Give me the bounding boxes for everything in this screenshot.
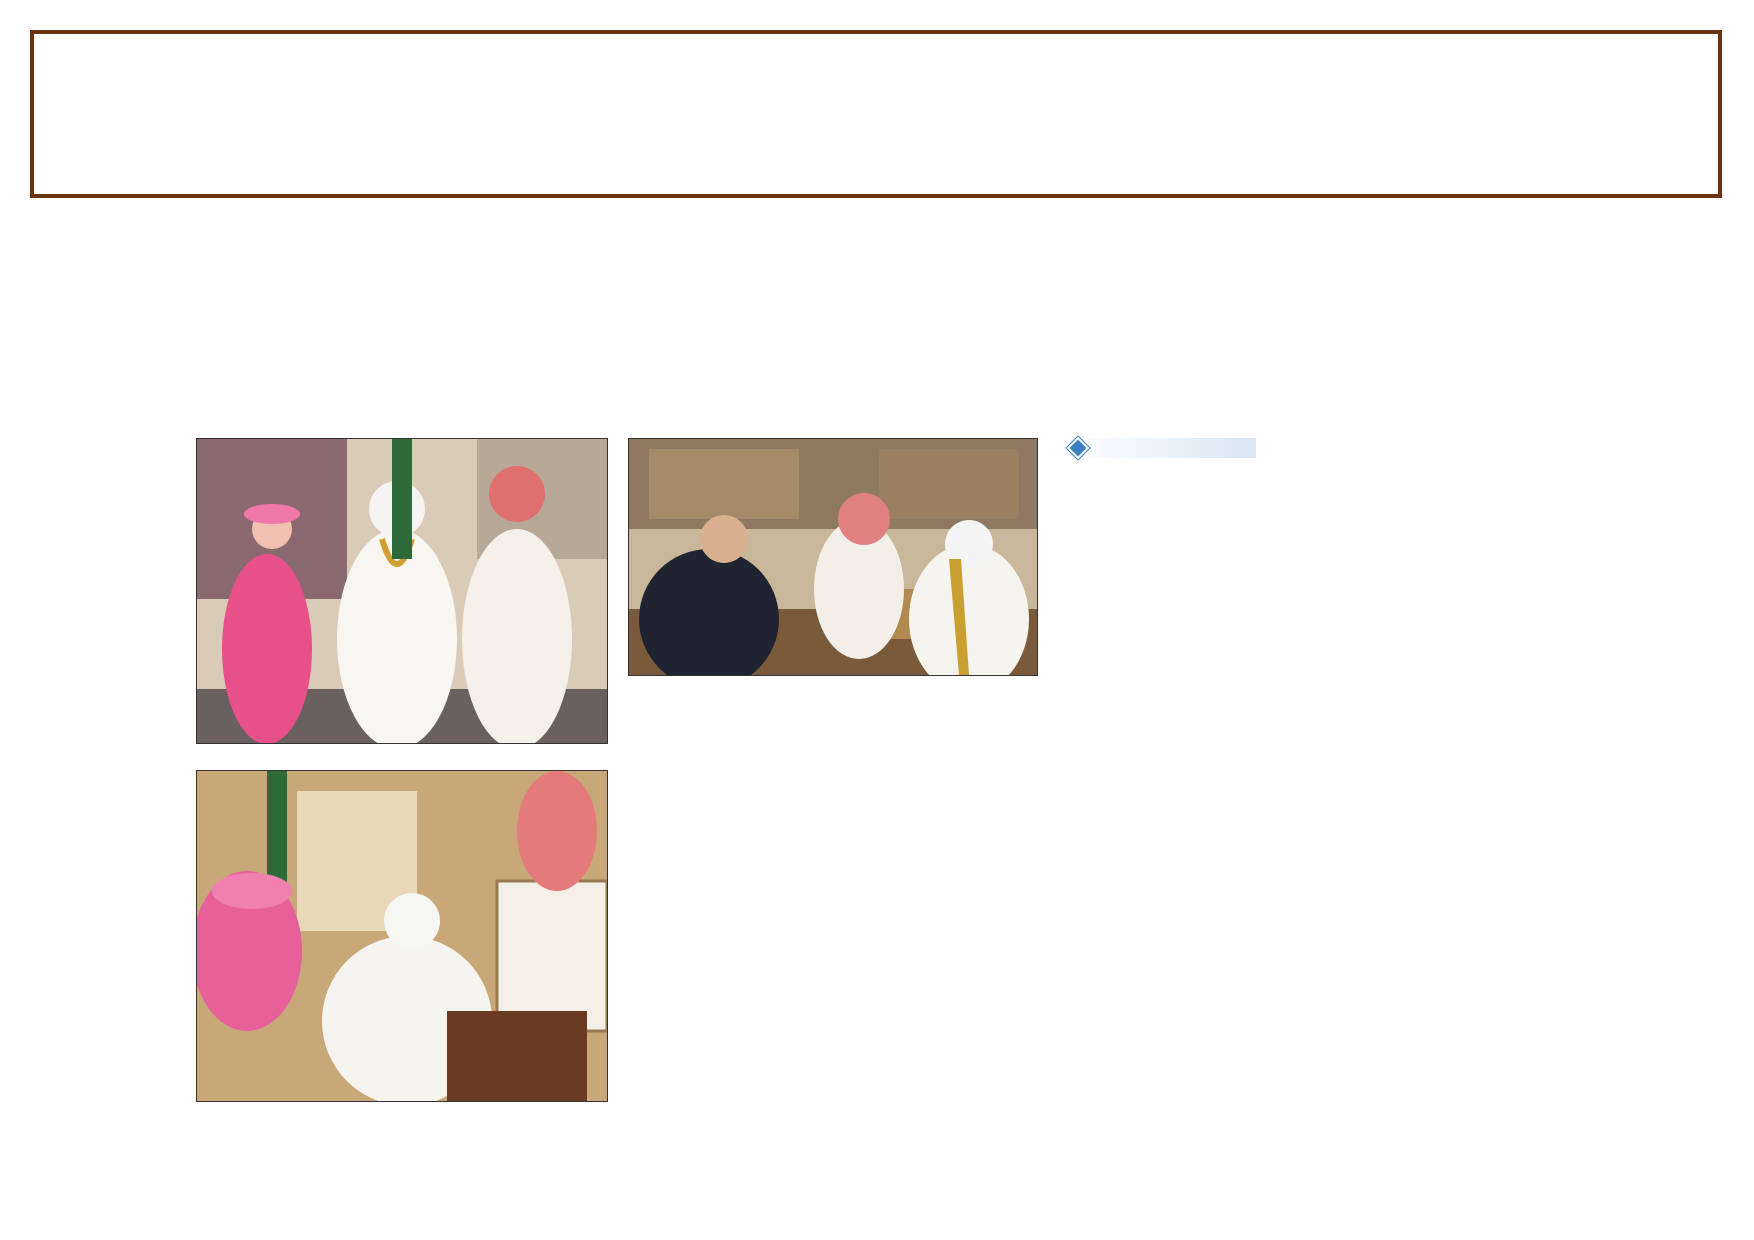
photo-siblings-image — [197, 439, 607, 743]
article-column-3 — [626, 704, 822, 706]
photo-ambassador-meeting — [628, 438, 1038, 676]
photo-prince-reviewing — [196, 770, 608, 1102]
photo-ambassador-image — [629, 439, 1037, 675]
photo-prince-image — [197, 771, 607, 1101]
diamond-bullet-icon — [1067, 437, 1090, 460]
metadata-box — [30, 30, 1722, 198]
article-column-2 — [840, 704, 1036, 706]
photo-siblings-standing — [196, 438, 608, 744]
dateline — [1060, 438, 1256, 458]
article-column-1 — [1060, 438, 1256, 462]
